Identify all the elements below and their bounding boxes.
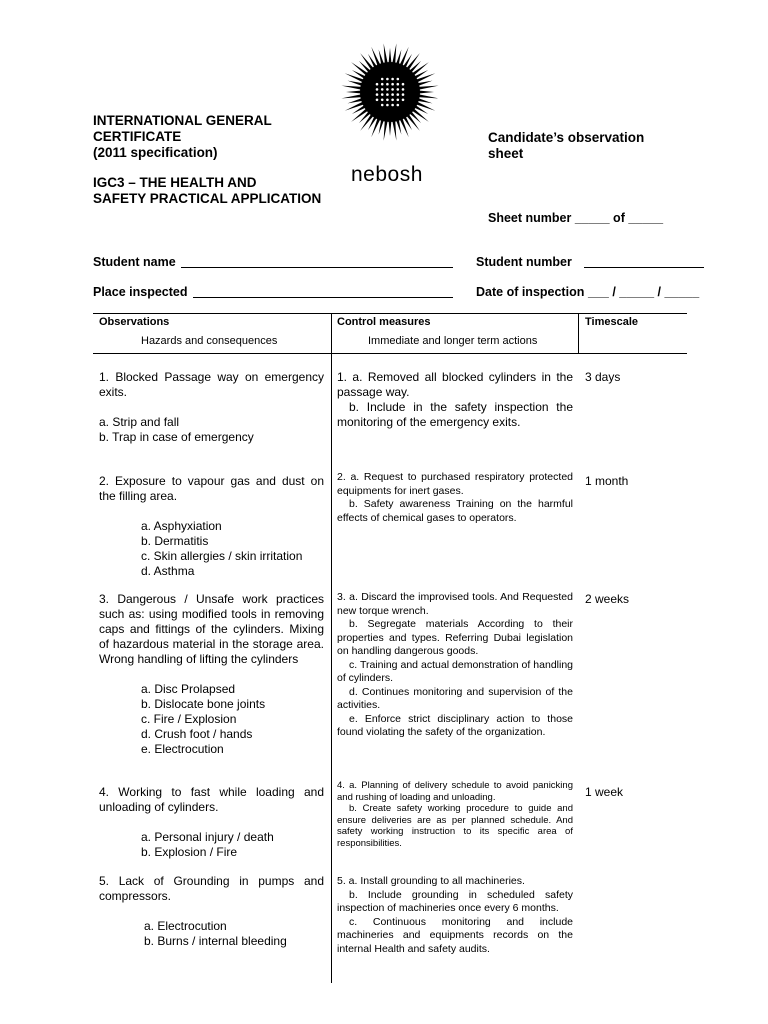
row-2-consequence-a: a. Asphyxiation <box>141 519 222 533</box>
row-3-control-b: b. Segregate materials According to their properties and types. Referring Dubai legislation on handling dangerous goods. <box>337 618 573 657</box>
row-1-consequence-b: b. Trap in case of emergency <box>99 430 254 444</box>
col-divider-1 <box>331 313 332 983</box>
student-name-label: Student name <box>93 255 176 269</box>
row-1-observation <box>99 370 324 445</box>
row-5-hazard: 5. Lack of Grounding in pumps and compressors. <box>99 874 324 903</box>
sheet-number: Sheet number _____ of _____ <box>488 211 664 225</box>
row-3-consequence-a: a. Disc Prolapsed <box>141 682 236 696</box>
row-2-control <box>337 471 573 525</box>
certificate-title <box>93 113 321 207</box>
row-4-consequence-a: a. Personal injury / death <box>141 830 274 844</box>
row-4-consequence-b: b. Explosion / Fire <box>141 845 238 859</box>
row-2-timescale: 1 month <box>585 474 629 488</box>
table-header-rule <box>93 353 687 354</box>
student-number-line[interactable] <box>584 267 704 268</box>
row-2-control-b: b. Safety awareness Training on the harmful effects of chemical gases to operators. <box>337 498 573 524</box>
row-5-control <box>337 875 573 956</box>
unit-line-2: SAFETY PRACTICAL APPLICATION <box>93 191 322 206</box>
row-3-hazard: 3. Dangerous / Unsafe work practices such as: using modified tools in removing caps and fittings of the cylinders. Mixing of hazardous material in the storage area. Wrong handling of lifting the cylinders <box>99 592 324 666</box>
col-observations-sub: Hazards and consequences <box>141 335 278 347</box>
row-2-consequence-c: c. Skin allergies / skin irritation <box>141 549 303 563</box>
row-5-consequence-a: a. Electrocution <box>144 919 227 933</box>
col-divider-2 <box>578 313 579 353</box>
row-4-observation <box>99 785 324 860</box>
row-2-hazard: 2. Exposure to vapour gas and dust on the filling area. <box>99 474 324 503</box>
title-line-3: (2011 specification) <box>93 145 218 160</box>
table-top-rule <box>93 313 687 314</box>
row-4-hazard: 4. Working to fast while loading and unloading of cylinders. <box>99 785 324 814</box>
place-inspected-line[interactable] <box>193 297 453 298</box>
col-timescale: Timescale <box>585 316 639 328</box>
row-3-control-d: d. Continues monitoring and supervision of the activities. <box>337 685 573 711</box>
row-1-hazard: 1. Blocked Passage way on emergency exits. <box>99 370 324 399</box>
row-1-control <box>337 370 573 430</box>
row-3-consequence-e: e. Electrocution <box>141 742 224 756</box>
row-5-observation <box>99 874 324 949</box>
row-3-control-c: c. Training and actual demonstration of handling of cylinders. <box>337 658 573 684</box>
row-3-observation <box>99 592 324 757</box>
col-observations: Observations <box>99 316 170 328</box>
row-2-observation <box>99 474 324 579</box>
place-inspected-label: Place inspected <box>93 285 188 299</box>
row-3-consequence-d: d. Crush foot / hands <box>141 727 253 741</box>
unit-line-1: IGC3 – THE HEALTH AND <box>93 175 257 190</box>
row-1-control-a: 1. a. Removed all blocked cylinders in the passage way. <box>337 370 573 399</box>
row-5-control-c: c. Continuous monitoring and include machineries and equipments records on the internal Health and safety audits. <box>337 915 573 955</box>
row-1-timescale: 3 days <box>585 370 621 384</box>
sheet-title-line-2: sheet <box>488 146 524 161</box>
date-of-inspection-label: Date of inspection <box>476 285 585 299</box>
nebosh-logo-icon <box>340 42 440 142</box>
row-3-control-e: e. Enforce strict disciplinary action to those found violating the safety of the organization. <box>337 712 573 738</box>
sheet-title <box>488 130 644 162</box>
title-line-2: CERTIFICATE <box>93 129 182 144</box>
row-3-consequence-c: c. Fire / Explosion <box>141 712 237 726</box>
row-2-control-a: 2. a. Request to purchased respiratory protected equipments for inert gases. <box>337 471 573 497</box>
row-3-consequence-b: b. Dislocate bone joints <box>141 697 266 711</box>
row-4-control-a: 4. a. Planning of delivery schedule to avoid panicking and rushing of loading and unloading. <box>337 780 573 803</box>
title-line-1: INTERNATIONAL GENERAL <box>93 113 272 128</box>
row-1-consequence-a: a. Strip and fall <box>99 415 180 429</box>
row-5-control-b: b. Include grounding in scheduled safety inspection of machineries once every 6 months. <box>337 888 573 914</box>
row-2-consequence-d: d. Asthma <box>141 564 195 578</box>
logo-text: nebosh <box>351 163 423 186</box>
row-4-timescale: 1 week <box>585 785 624 799</box>
row-3-control-a: 3. a. Discard the improvised tools. And Requested new torque wrench. <box>337 591 573 617</box>
row-4-control <box>337 780 573 849</box>
row-1-control-b: b. Include in the safety inspection the monitoring of the emergency exits. <box>337 400 573 429</box>
col-control: Control measures <box>337 316 431 328</box>
student-name-line[interactable] <box>181 267 453 268</box>
row-2-consequence-b: b. Dermatitis <box>141 534 209 548</box>
sheet-title-line-1: Candidate’s observation <box>488 130 645 145</box>
row-3-timescale: 2 weeks <box>585 592 630 606</box>
col-control-sub: Immediate and longer term actions <box>368 335 538 347</box>
date-blank[interactable]: ___ / _____ / _____ <box>588 285 700 299</box>
row-3-control <box>337 591 573 740</box>
row-5-consequence-b: b. Burns / internal bleeding <box>144 934 287 948</box>
row-5-control-a: 5. a. Install grounding to all machineries. <box>337 875 525 887</box>
row-4-control-b: b. Create safety working procedure to guide and ensure deliveries are as per planned schedule. And safety working instruction to its specific area of responsibilities. <box>337 803 573 849</box>
student-number-label: Student number <box>476 255 572 269</box>
